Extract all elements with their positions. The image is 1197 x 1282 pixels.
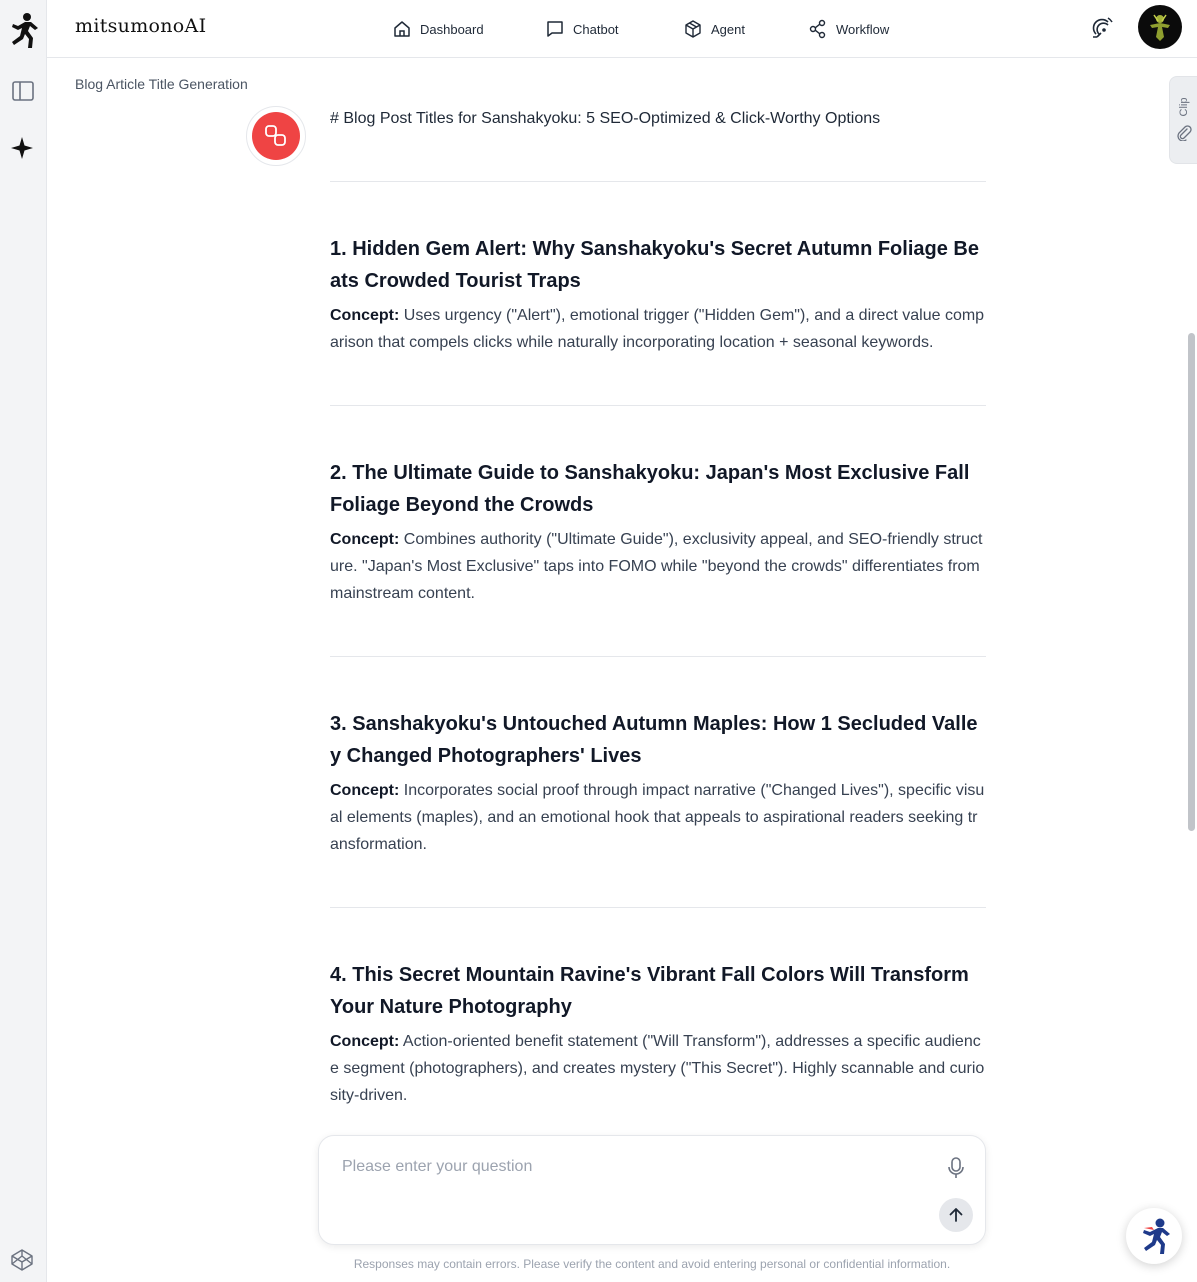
title-option <box>330 457 986 607</box>
microphone-icon[interactable] <box>945 1156 967 1180</box>
title-option <box>330 959 986 1109</box>
concept-label: Concept: <box>330 531 400 548</box>
bot-avatar <box>246 106 306 166</box>
sidebar-toggle-icon[interactable] <box>11 80 35 102</box>
codepen-cube-icon[interactable] <box>10 1248 34 1272</box>
message-heading: # Blog Post Titles for Sanshakyoku: 5 SEO-Optimized & Click-Worthy Options <box>330 110 881 127</box>
title-option <box>330 233 986 356</box>
question-input[interactable] <box>342 1158 932 1218</box>
option-concept <box>330 302 986 356</box>
title-option <box>330 708 986 858</box>
option-concept <box>330 777 986 858</box>
sparkle-icon[interactable] <box>10 136 34 160</box>
nav-dashboard[interactable] <box>392 0 484 58</box>
divider <box>330 656 986 657</box>
question-input-box <box>318 1135 986 1245</box>
option-title: 4. This Secret Mountain Ravine's Vibrant Fall Colors Will Transform Your Nature Photography <box>330 964 969 1018</box>
divider <box>330 405 986 406</box>
nav-chatbot-label: Chatbot <box>573 21 619 37</box>
concept-text: Combines authority ("Ultimate Guide"), exclusivity appeal, and SEO-friendly structure. "Japan's Most Exclusive" taps into FOMO while "beyond the crowds" differentiates from mainstream content. <box>330 531 983 602</box>
user-avatar[interactable] <box>1138 5 1182 49</box>
concept-text: Incorporates social proof through impact narrative ("Changed Lives"), specific visual elements (maples), and an emotional hook that appeals to aspirational readers seeking transformation. <box>330 782 985 853</box>
avatar-figure-icon <box>1138 5 1182 49</box>
cube-icon <box>683 19 703 39</box>
top-bar <box>47 0 1197 58</box>
nav-dashboard-label: Dashboard <box>420 21 484 37</box>
assistant-fab-button[interactable] <box>1126 1208 1182 1264</box>
arrow-up-icon <box>947 1206 965 1224</box>
scrollbar-thumb[interactable] <box>1188 333 1195 831</box>
broadcast-antenna-icon[interactable] <box>1090 16 1114 40</box>
divider <box>330 907 986 908</box>
bot-logo-icon <box>265 125 287 147</box>
clip-tab[interactable] <box>1169 76 1197 164</box>
page-title: Blog Article Title Generation <box>75 76 248 92</box>
concept-text: Uses urgency ("Alert"), emotional trigger ("Hidden Gem"), and a direct value comparison that compels clicks while naturally incorporating location + seasonal keywords. <box>330 307 985 351</box>
send-button[interactable] <box>939 1198 973 1232</box>
concept-label: Concept: <box>330 782 400 799</box>
divider <box>330 181 986 182</box>
left-rail <box>0 0 47 1282</box>
option-concept <box>330 526 986 607</box>
share-nodes-icon <box>808 19 828 39</box>
home-icon <box>392 19 412 39</box>
nav-workflow-label: Workflow <box>836 21 890 37</box>
option-title: 3. Sanshakyoku's Untouched Autumn Maples: How 1 Secluded Valley Changed Photographers' Lives <box>330 713 978 767</box>
brand-name[interactable]: mitsumonoAI <box>75 15 207 37</box>
assistant-message <box>330 108 986 1109</box>
chat-bubble-icon <box>545 19 565 39</box>
concept-label: Concept: <box>330 1033 400 1050</box>
nav-agent-label: Agent <box>711 21 745 37</box>
option-title: 1. Hidden Gem Alert: Why Sanshakyoku's Secret Autumn Foliage Beats Crowded Tourist Traps <box>330 238 979 292</box>
runner-logo-icon[interactable] <box>6 12 40 50</box>
nav-agent[interactable] <box>683 0 745 58</box>
clip-label: Clip <box>1178 97 1190 117</box>
option-concept <box>330 1028 986 1109</box>
nav-chatbot[interactable] <box>545 0 619 58</box>
option-title: 2. The Ultimate Guide to Sanshakyoku: Japan's Most Exclusive Fall Foliage Beyond the Crowds <box>330 462 970 516</box>
disclaimer-text: Responses may contain errors. Please verify the content and avoid entering personal or confidential information. <box>353 1257 951 1271</box>
concept-text: Action-oriented benefit statement ("Will Transform"), addresses a specific audience segment (photographers), and creates mystery ("This Secret"). Highly scannable and curiosity-driven. <box>330 1033 985 1104</box>
concept-label: Concept: <box>330 307 400 324</box>
paperclip-icon <box>1176 125 1192 141</box>
nav-workflow[interactable] <box>808 0 889 58</box>
ninja-runner-icon <box>1136 1216 1174 1256</box>
